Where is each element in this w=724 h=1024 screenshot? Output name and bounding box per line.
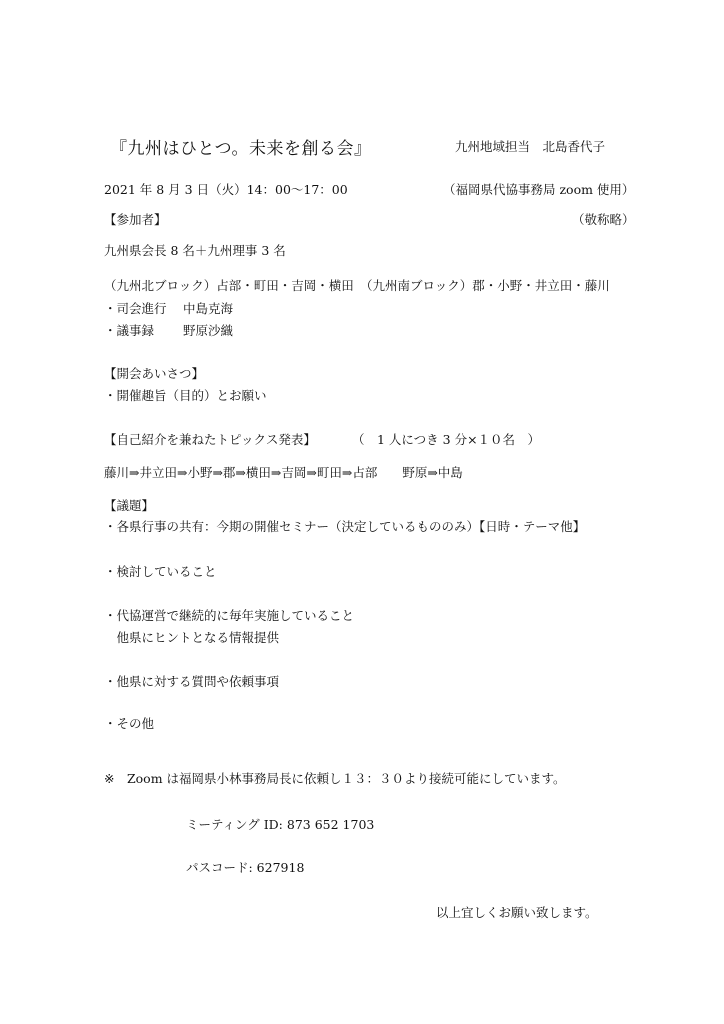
agenda-item: ・各県行事の共有：今期の開催セミナー（決定しているもののみ）【日時・テーマ他】 (104, 519, 586, 534)
participants-heading: 【参加者】 (104, 212, 167, 227)
meeting-datetime: 2021 年 8 月 3 日（火）14：00〜17：00 (104, 182, 348, 197)
self-intro-heading: 【自己紹介を兼ねたトピックス発表】 (104, 432, 316, 447)
honorific-note: （敬称略） (572, 212, 635, 227)
author: 九州地域担当 北島香代子 (455, 139, 606, 154)
passcode: パスコード: 627918 (186, 860, 305, 875)
participants-blocks: （九州北ブロック）占部・町田・吉岡・横田 （九州南ブロック）郡・小野・井立田・藤川 (104, 278, 610, 293)
speaking-order: 藤川⇒井立田⇒小野⇒郡⇒横田⇒吉岡⇒町田⇒占部 野原⇒中島 (104, 465, 463, 480)
opening-item: ・開催趣旨（目的）とお願い (104, 388, 267, 403)
agenda-item: ・代協運営で継続的に毎年実施していること (104, 608, 355, 623)
closing-remark: 以上宜しくお願い致します。 (436, 905, 598, 920)
self-intro-note: （ 1 人につき 3 分×１０名 ） (352, 432, 541, 447)
agenda-item: ・その他 (104, 716, 155, 731)
meeting-id: ミーティング ID: 873 652 1703 (186, 817, 375, 832)
zoom-note: ※ Zoom は福岡県小林事務局長に依頼し１３：３０より接続可能にしています。 (104, 771, 566, 786)
agenda-item: ・他県に対する質問や依頼事項 (104, 674, 280, 689)
participants-summary: 九州県会長 8 名＋九州理事 3 名 (104, 243, 286, 258)
opening-heading: 【開会あいさつ】 (104, 366, 205, 381)
agenda-item: 他県にヒントとなる情報提供 (104, 630, 280, 645)
agenda-item: ・検討していること (104, 564, 217, 579)
minutes-taker: ・議事録 野原沙織 (104, 323, 233, 338)
meeting-location: （福岡県代協事務局 zoom 使用） (443, 182, 635, 197)
agenda-heading: 【議題】 (104, 498, 155, 513)
document-title: 『九州はひとつ。未来を創る会』 (110, 139, 372, 159)
moderator: ・司会進行 中島克海 (104, 301, 233, 316)
